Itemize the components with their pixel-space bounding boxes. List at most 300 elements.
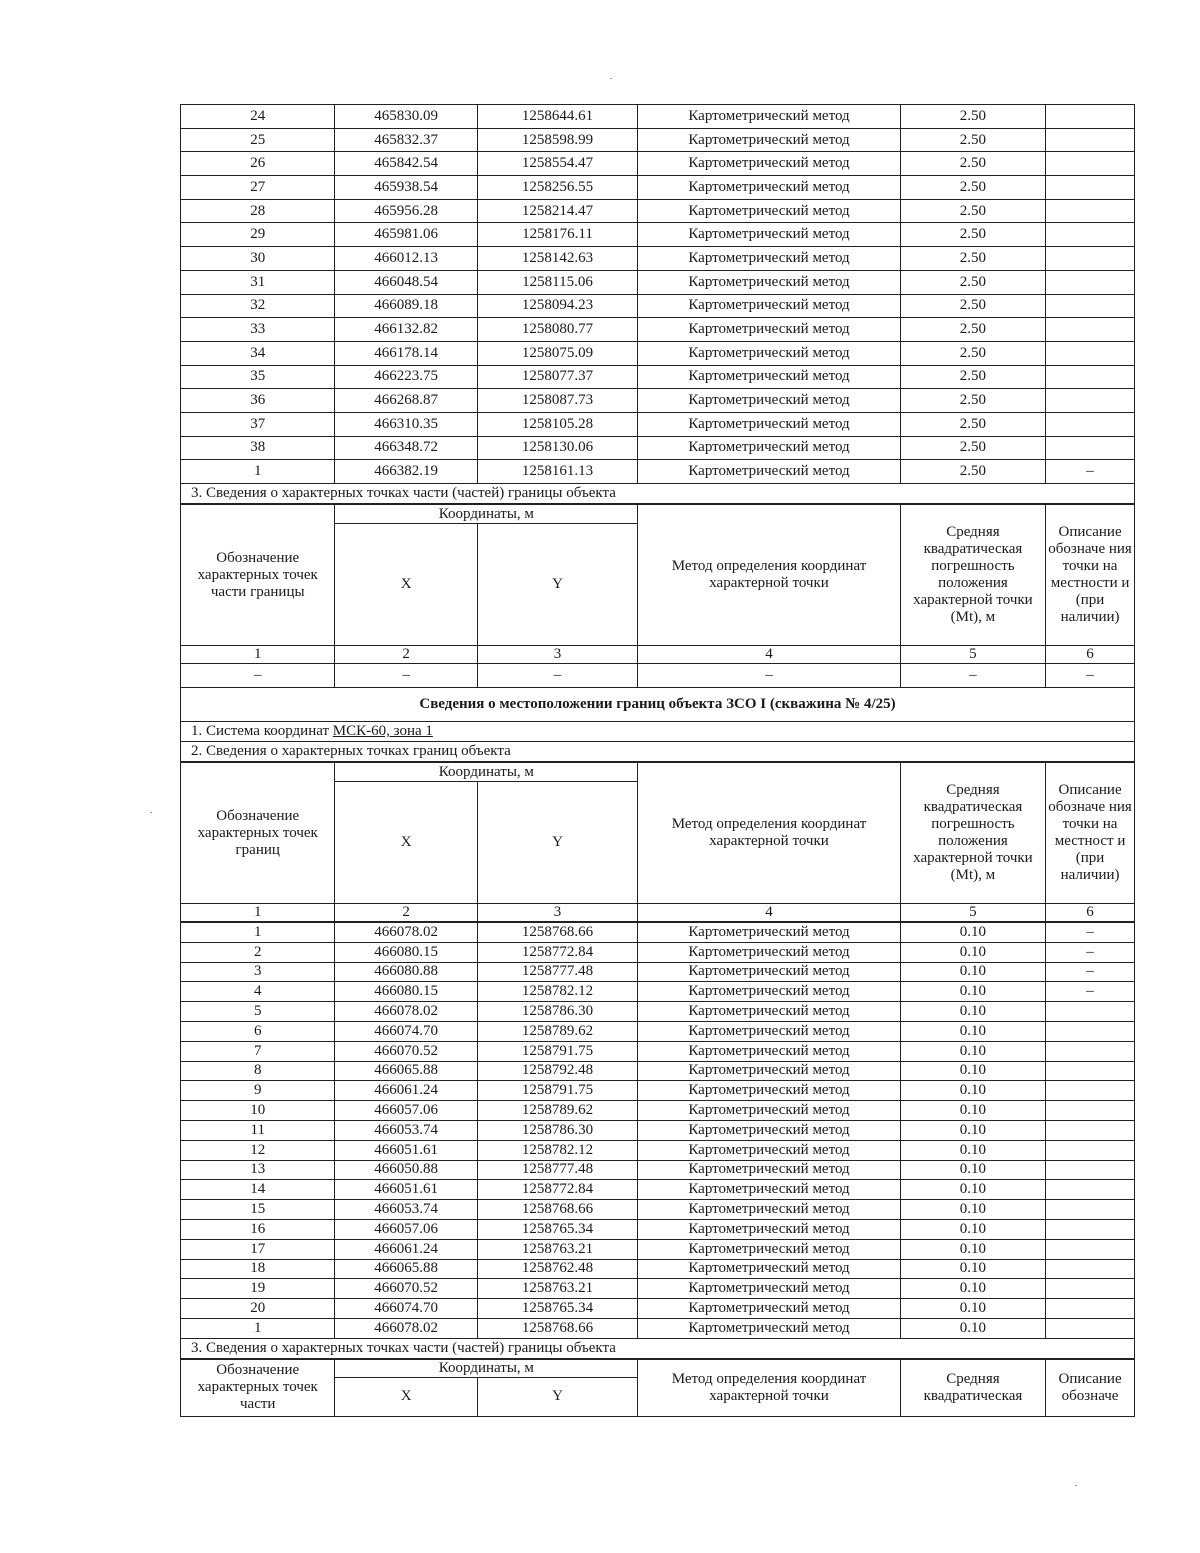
table-row (181, 105, 1135, 129)
coord-x-cell: 466382.19 (335, 460, 477, 484)
table-row (181, 247, 1135, 271)
description-cell: – (1046, 923, 1135, 943)
error-cell: 2.50 (900, 199, 1045, 223)
error-cell: 2.50 (900, 152, 1045, 176)
point-number-cell: 5 (181, 1002, 335, 1022)
column-number: 3 (477, 904, 638, 922)
point-number-cell: 37 (181, 412, 335, 436)
error-cell: 0.10 (900, 982, 1045, 1002)
description-cell (1046, 389, 1135, 413)
header-error: Средняя квадратическая погрешность положения характерной точки (Mt), м (900, 505, 1045, 646)
coordinate-system-line (180, 722, 1135, 742)
coordinate-system-value: МСК-60, зона 1 (332, 723, 433, 739)
coord-x-cell: 466089.18 (335, 294, 477, 318)
header-point-designation: Обозначение характерных точек границ (181, 763, 335, 904)
error-cell: 0.10 (900, 1021, 1045, 1041)
coord-y-cell: 1258768.66 (477, 923, 638, 943)
point-number-cell: 12 (181, 1140, 335, 1160)
method-cell: Картометрический метод (638, 1021, 900, 1041)
header-error: Средняя квадратическая (900, 1359, 1045, 1416)
method-cell: Картометрический метод (638, 365, 900, 389)
coord-y-cell: 1258644.61 (477, 105, 638, 129)
empty-cell: – (181, 664, 335, 688)
coord-y-cell: 1258765.34 (477, 1219, 638, 1239)
method-cell: Картометрический метод (638, 1318, 900, 1338)
point-number-cell: 34 (181, 341, 335, 365)
header-error: Средняя квадратическая погрешность положения характерной точки (Mt), м (900, 763, 1045, 904)
column-number: 2 (335, 904, 477, 922)
coord-y-cell: 1258094.23 (477, 294, 638, 318)
error-cell: 0.10 (900, 1002, 1045, 1022)
description-cell (1046, 1002, 1135, 1022)
point-number-cell: 15 (181, 1200, 335, 1220)
error-cell: 2.50 (900, 176, 1045, 200)
error-cell: 0.10 (900, 1120, 1045, 1140)
object-boundary-points-body (181, 923, 1135, 1339)
header-x: X (335, 782, 477, 904)
coord-x-cell: 466053.74 (335, 1120, 477, 1140)
coord-x-cell: 466012.13 (335, 247, 477, 271)
point-number-cell: 1 (181, 460, 335, 484)
method-cell: Картометрический метод (638, 1299, 900, 1319)
coord-x-cell: 466057.06 (335, 1219, 477, 1239)
method-cell: Картометрический метод (638, 270, 900, 294)
coord-y-cell: 1258791.75 (477, 1081, 638, 1101)
description-cell (1046, 247, 1135, 271)
table-row (181, 223, 1135, 247)
column-number: 4 (638, 646, 900, 664)
coord-x-cell: 466074.70 (335, 1021, 477, 1041)
header-point-designation: Обозначение характерных точек части (181, 1359, 335, 1416)
column-number: 6 (1046, 904, 1135, 922)
description-cell (1046, 128, 1135, 152)
method-cell: Картометрический метод (638, 1101, 900, 1121)
method-cell: Картометрический метод (638, 1081, 900, 1101)
description-cell (1046, 1219, 1135, 1239)
coord-y-cell: 1258256.55 (477, 176, 638, 200)
point-number-cell: 1 (181, 923, 335, 943)
empty-cell: – (638, 664, 900, 688)
point-number-cell: 28 (181, 199, 335, 223)
empty-cell: – (477, 664, 638, 688)
error-cell: 2.50 (900, 294, 1045, 318)
coord-y-cell: 1258777.48 (477, 1160, 638, 1180)
column-number: 4 (638, 904, 900, 922)
error-cell: 2.50 (900, 365, 1045, 389)
coord-y-cell: 1258142.63 (477, 247, 638, 271)
table-row (181, 1180, 1135, 1200)
description-cell (1046, 1180, 1135, 1200)
point-number-cell: 19 (181, 1279, 335, 1299)
header-coordinates: Координаты, м (335, 505, 638, 524)
part-boundary-points-table-b (180, 1359, 1135, 1417)
point-number-cell: 36 (181, 389, 335, 413)
method-cell: Картометрический метод (638, 1061, 900, 1081)
description-cell (1046, 1101, 1135, 1121)
coord-x-cell: 466070.52 (335, 1279, 477, 1299)
method-cell: Картометрический метод (638, 1120, 900, 1140)
error-cell: 0.10 (900, 1200, 1045, 1220)
method-cell: Картометрический метод (638, 1140, 900, 1160)
description-cell (1046, 1239, 1135, 1259)
description-cell (1046, 1021, 1135, 1041)
method-cell: Картометрический метод (638, 152, 900, 176)
method-cell: Картометрический метод (638, 247, 900, 271)
point-number-cell: 30 (181, 247, 335, 271)
coord-y-cell: 1258792.48 (477, 1061, 638, 1081)
point-number-cell: 4 (181, 982, 335, 1002)
table-row (181, 1101, 1135, 1121)
coord-x-cell: 466051.61 (335, 1140, 477, 1160)
column-number: 1 (181, 904, 335, 922)
point-number-cell: 13 (181, 1160, 335, 1180)
header-y: Y (477, 1377, 638, 1416)
table-row (181, 199, 1135, 223)
description-cell (1046, 365, 1135, 389)
coord-y-cell: 1258765.34 (477, 1299, 638, 1319)
boundary-points-table-continued (180, 104, 1135, 484)
method-cell: Картометрический метод (638, 1239, 900, 1259)
method-cell: Картометрический метод (638, 199, 900, 223)
column-number: 5 (900, 646, 1045, 664)
error-cell: 2.50 (900, 128, 1045, 152)
error-cell: 2.50 (900, 341, 1045, 365)
method-cell: Картометрический метод (638, 962, 900, 982)
coord-x-cell: 466050.88 (335, 1160, 477, 1180)
description-cell: – (1046, 982, 1135, 1002)
coord-x-cell: 466080.88 (335, 962, 477, 982)
coord-y-cell: 1258772.84 (477, 942, 638, 962)
coord-y-cell: 1258087.73 (477, 389, 638, 413)
coord-y-cell: 1258786.30 (477, 1002, 638, 1022)
method-cell: Картометрический метод (638, 318, 900, 342)
coord-y-cell: 1258762.48 (477, 1259, 638, 1279)
method-cell: Картометрический метод (638, 105, 900, 129)
table-row (181, 1160, 1135, 1180)
point-number-cell: 24 (181, 105, 335, 129)
table-row (181, 982, 1135, 1002)
coord-y-cell: 1258782.12 (477, 1140, 638, 1160)
table-row (181, 460, 1135, 484)
error-cell: 0.10 (900, 1061, 1045, 1081)
method-cell: Картометрический метод (638, 1180, 900, 1200)
coord-y-cell: 1258554.47 (477, 152, 638, 176)
table-row (181, 1061, 1135, 1081)
error-cell: 2.50 (900, 105, 1045, 129)
table-row (181, 152, 1135, 176)
point-number-cell: 14 (181, 1180, 335, 1200)
method-cell: Картометрический метод (638, 1200, 900, 1220)
coord-x-cell: 466065.88 (335, 1061, 477, 1081)
error-cell: 2.50 (900, 318, 1045, 342)
column-number: 3 (477, 646, 638, 664)
table-row (181, 1318, 1135, 1338)
point-number-cell: 16 (181, 1219, 335, 1239)
point-number-cell: 29 (181, 223, 335, 247)
description-cell (1046, 1279, 1135, 1299)
description-cell (1046, 1259, 1135, 1279)
error-cell: 0.10 (900, 1299, 1045, 1319)
table-row (181, 942, 1135, 962)
point-number-cell: 3 (181, 962, 335, 982)
description-cell (1046, 294, 1135, 318)
method-cell: Картометрический метод (638, 389, 900, 413)
coord-x-cell: 466074.70 (335, 1299, 477, 1319)
coord-y-cell: 1258598.99 (477, 128, 638, 152)
document-sheet (180, 104, 1135, 1417)
coord-x-cell: 466348.72 (335, 436, 477, 460)
table-row (181, 1002, 1135, 1022)
header-y: Y (477, 524, 638, 646)
section-3-title-b: 3. Сведения о характерных точках части (частей) границы объекта (180, 1339, 1135, 1359)
point-number-cell: 25 (181, 128, 335, 152)
table-row (181, 1299, 1135, 1319)
coord-x-cell: 466065.88 (335, 1259, 477, 1279)
coord-x-cell: 465956.28 (335, 199, 477, 223)
table-row (181, 389, 1135, 413)
method-cell: Картометрический метод (638, 1002, 900, 1022)
coord-y-cell: 1258768.66 (477, 1200, 638, 1220)
point-number-cell: 9 (181, 1081, 335, 1101)
description-cell (1046, 436, 1135, 460)
column-number: 2 (335, 646, 477, 664)
point-number-cell: 20 (181, 1299, 335, 1319)
method-cell: Картометрический метод (638, 923, 900, 943)
error-cell: 0.10 (900, 962, 1045, 982)
method-cell: Картометрический метод (638, 223, 900, 247)
description-cell (1046, 1081, 1135, 1101)
description-cell (1046, 1120, 1135, 1140)
table-row (181, 128, 1135, 152)
header-coordinates: Координаты, м (335, 1359, 638, 1377)
description-cell (1046, 105, 1135, 129)
coord-x-cell: 466080.15 (335, 982, 477, 1002)
error-cell: 2.50 (900, 223, 1045, 247)
description-cell (1046, 318, 1135, 342)
description-cell (1046, 1140, 1135, 1160)
empty-cell: – (900, 664, 1045, 688)
error-cell: 0.10 (900, 1259, 1045, 1279)
table-row (181, 1041, 1135, 1061)
coord-y-cell: 1258789.62 (477, 1101, 638, 1121)
coord-y-cell: 1258772.84 (477, 1180, 638, 1200)
boundary-points-table-body (181, 105, 1135, 484)
error-cell: 0.10 (900, 1219, 1045, 1239)
header-method: Метод определения координат характерной точки (638, 763, 900, 904)
coord-x-cell: 466268.87 (335, 389, 477, 413)
method-cell: Картометрический метод (638, 1219, 900, 1239)
section-3-title: 3. Сведения о характерных точках части (частей) границы объекта (180, 484, 1135, 504)
coord-x-cell: 466080.15 (335, 942, 477, 962)
description-cell (1046, 1041, 1135, 1061)
coord-y-cell: 1258791.75 (477, 1041, 638, 1061)
column-number: 6 (1046, 646, 1135, 664)
coord-y-cell: 1258786.30 (477, 1120, 638, 1140)
description-cell (1046, 270, 1135, 294)
coord-x-cell: 466051.61 (335, 1180, 477, 1200)
table-row (181, 176, 1135, 200)
table-row (181, 412, 1135, 436)
method-cell: Картометрический метод (638, 341, 900, 365)
coord-x-cell: 466061.24 (335, 1081, 477, 1101)
description-cell: – (1046, 962, 1135, 982)
point-number-cell: 18 (181, 1259, 335, 1279)
header-description: Описание обозначе ния точки на местности и (при наличии) (1046, 505, 1135, 646)
description-cell: – (1046, 942, 1135, 962)
coord-x-cell: 466178.14 (335, 341, 477, 365)
coord-x-cell: 466057.06 (335, 1101, 477, 1121)
description-cell (1046, 1061, 1135, 1081)
empty-cell: – (1046, 664, 1135, 688)
coord-x-cell: 466061.24 (335, 1239, 477, 1259)
header-description: Описание обозначе (1046, 1359, 1135, 1416)
description-cell (1046, 1160, 1135, 1180)
error-cell: 2.50 (900, 270, 1045, 294)
table-row (181, 1081, 1135, 1101)
header-x: X (335, 524, 477, 646)
coord-y-cell: 1258763.21 (477, 1279, 638, 1299)
method-cell: Картометрический метод (638, 176, 900, 200)
table-row (181, 1120, 1135, 1140)
point-number-cell: 32 (181, 294, 335, 318)
header-method: Метод определения координат характерной точки (638, 505, 900, 646)
method-cell: Картометрический метод (638, 1041, 900, 1061)
table-row (181, 1219, 1135, 1239)
table-row (181, 1200, 1135, 1220)
method-cell: Картометрический метод (638, 1279, 900, 1299)
column-number: 5 (900, 904, 1045, 922)
coord-y-cell: 1258763.21 (477, 1239, 638, 1259)
error-cell: 0.10 (900, 1318, 1045, 1338)
part-boundary-points-table (180, 504, 1135, 688)
header-y: Y (477, 782, 638, 904)
point-number-cell: 11 (181, 1120, 335, 1140)
point-number-cell: 33 (181, 318, 335, 342)
header-method: Метод определения координат характерной точки (638, 1359, 900, 1416)
coord-x-cell: 466310.35 (335, 412, 477, 436)
coord-y-cell: 1258176.11 (477, 223, 638, 247)
coord-x-cell: 466048.54 (335, 270, 477, 294)
error-cell: 0.10 (900, 1081, 1045, 1101)
method-cell: Картометрический метод (638, 942, 900, 962)
method-cell: Картометрический метод (638, 982, 900, 1002)
error-cell: 0.10 (900, 1279, 1045, 1299)
description-cell (1046, 152, 1135, 176)
description-cell (1046, 223, 1135, 247)
table-row (181, 923, 1135, 943)
description-cell (1046, 1299, 1135, 1319)
empty-cell: – (335, 664, 477, 688)
point-number-cell: 35 (181, 365, 335, 389)
table-row (181, 962, 1135, 982)
header-x: X (335, 1377, 477, 1416)
object-heading: Сведения о местоположении границ объекта ЗСО I (скважина № 4/25) (180, 688, 1135, 722)
point-number-cell: 6 (181, 1021, 335, 1041)
coord-y-cell: 1258080.77 (477, 318, 638, 342)
header-point-designation: Обозначение характерных точек части границы (181, 505, 335, 646)
coord-x-cell: 465830.09 (335, 105, 477, 129)
table-row (181, 1021, 1135, 1041)
coord-y-cell: 1258161.13 (477, 460, 638, 484)
table-row (181, 318, 1135, 342)
point-number-cell: 8 (181, 1061, 335, 1081)
method-cell: Картометрический метод (638, 1259, 900, 1279)
error-cell: 0.10 (900, 1180, 1045, 1200)
description-cell (1046, 176, 1135, 200)
point-number-cell: 1 (181, 1318, 335, 1338)
table-row (181, 294, 1135, 318)
table-row (181, 270, 1135, 294)
coord-y-cell: 1258075.09 (477, 341, 638, 365)
point-number-cell: 31 (181, 270, 335, 294)
description-cell (1046, 1318, 1135, 1338)
coord-x-cell: 466070.52 (335, 1041, 477, 1061)
error-cell: 0.10 (900, 1041, 1045, 1061)
coord-x-cell: 466078.02 (335, 1002, 477, 1022)
coord-x-cell: 466223.75 (335, 365, 477, 389)
error-cell: 2.50 (900, 389, 1045, 413)
object-boundary-points-table (180, 922, 1135, 1339)
coord-x-cell: 466132.82 (335, 318, 477, 342)
table-row (181, 341, 1135, 365)
method-cell: Картометрический метод (638, 436, 900, 460)
error-cell: 0.10 (900, 1101, 1045, 1121)
description-cell (1046, 412, 1135, 436)
error-cell: 2.50 (900, 460, 1045, 484)
error-cell: 0.10 (900, 942, 1045, 962)
table-row (181, 436, 1135, 460)
table-row (181, 1259, 1135, 1279)
coord-x-cell: 466053.74 (335, 1200, 477, 1220)
table-row (181, 1140, 1135, 1160)
coord-y-cell: 1258105.28 (477, 412, 638, 436)
description-cell (1046, 1200, 1135, 1220)
coord-x-cell: 465938.54 (335, 176, 477, 200)
description-cell: – (1046, 460, 1135, 484)
method-cell: Картометрический метод (638, 1160, 900, 1180)
point-number-cell: 26 (181, 152, 335, 176)
method-cell: Картометрический метод (638, 294, 900, 318)
coord-x-cell: 465981.06 (335, 223, 477, 247)
coord-y-cell: 1258782.12 (477, 982, 638, 1002)
method-cell: Картометрический метод (638, 128, 900, 152)
table-row (181, 1239, 1135, 1259)
table-row (181, 1279, 1135, 1299)
coord-y-cell: 1258130.06 (477, 436, 638, 460)
coord-y-cell: 1258789.62 (477, 1021, 638, 1041)
point-number-cell: 38 (181, 436, 335, 460)
coord-y-cell: 1258777.48 (477, 962, 638, 982)
coord-y-cell: 1258214.47 (477, 199, 638, 223)
method-cell: Картометрический метод (638, 460, 900, 484)
coord-x-cell: 465832.37 (335, 128, 477, 152)
coord-y-cell: 1258768.66 (477, 1318, 638, 1338)
coordinate-system-label: 1. Система координат (191, 723, 333, 739)
coord-x-cell: 466078.02 (335, 1318, 477, 1338)
error-cell: 2.50 (900, 247, 1045, 271)
error-cell: 2.50 (900, 412, 1045, 436)
coord-y-cell: 1258115.06 (477, 270, 638, 294)
header-coordinates: Координаты, м (335, 763, 638, 782)
point-number-cell: 27 (181, 176, 335, 200)
description-cell (1046, 341, 1135, 365)
point-number-cell: 7 (181, 1041, 335, 1061)
table-row (181, 365, 1135, 389)
description-cell (1046, 199, 1135, 223)
column-number: 1 (181, 646, 335, 664)
error-cell: 0.10 (900, 1239, 1045, 1259)
point-number-cell: 2 (181, 942, 335, 962)
